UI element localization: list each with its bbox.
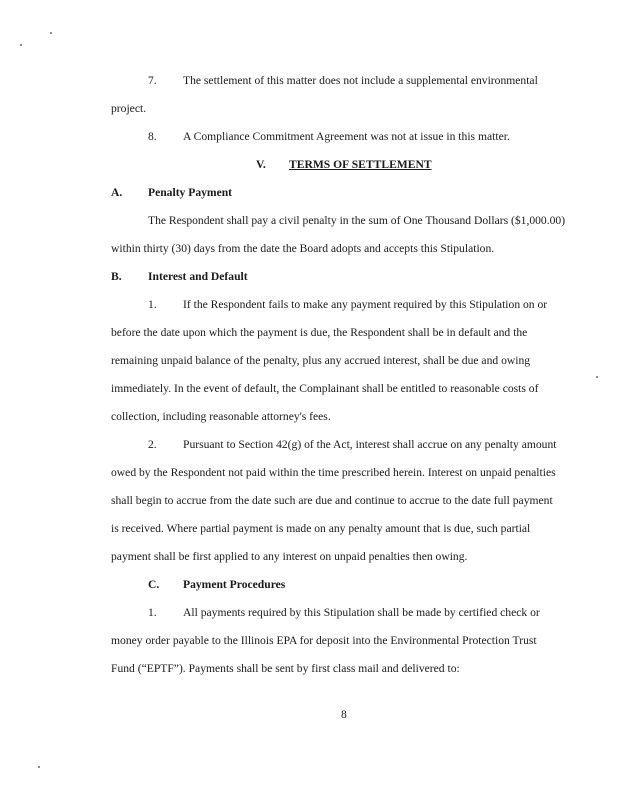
section-a-line1: The Respondent shall pay a civil penalty in the sum of One Thousand Dollars ($1,000.00) <box>148 214 566 227</box>
section-b-p2-line: Pursuant to Section 42(g) of the Act, interest shall accrue on any penalty amount <box>183 438 557 451</box>
section-v-title: TERMS OF SETTLEMENT <box>289 158 432 171</box>
section-a-letter: A. <box>111 186 123 199</box>
section-c-p1-line: Fund (“EPTF”). Payments shall be sent by first class mail and delivered to: <box>111 662 460 675</box>
section-b-p2-line: is received. Where partial payment is made on any penalty amount that is due, such partial <box>111 522 531 535</box>
para8-text: A Compliance Commitment Agreement was not at issue in this matter. <box>183 130 510 143</box>
section-a-title: Penalty Payment <box>148 186 233 199</box>
section-b-p2-line: owed by the Respondent not paid within the time prescribed herein. Interest on unpaid penalties <box>111 466 556 479</box>
page-number: 8 <box>341 708 347 721</box>
section-b-p1-number: 1. <box>148 298 157 311</box>
section-b-p2-line: shall begin to accrue from the date such are due and continue to accrue to the date full payment <box>111 494 553 507</box>
section-a-line2: within thirty (30) days from the date the Board adopts and accepts this Stipulation. <box>111 242 495 255</box>
section-c-letter: C. <box>148 578 160 591</box>
section-v-number: V. <box>256 158 266 171</box>
section-b-p1-line: collection, including reasonable attorney's fees. <box>111 410 331 423</box>
scan-speck <box>20 44 22 46</box>
para7-line2: project. <box>111 102 147 115</box>
para7-number: 7. <box>148 74 157 87</box>
section-c-p1-line: money order payable to the Illinois EPA for deposit into the Environmental Protection Trust <box>111 634 537 647</box>
section-b-p2-line: payment shall be first applied to any interest on unpaid penalties then owing. <box>111 550 468 563</box>
section-c-p1-line: All payments required by this Stipulation shall be made by certified check or <box>183 606 540 619</box>
scan-speck <box>596 376 598 378</box>
section-c-title: Payment Procedures <box>183 578 286 591</box>
section-b-p1-line: before the date upon which the payment is due, the Respondent shall be in default and the <box>111 326 528 339</box>
section-b-p1-line: If the Respondent fails to make any payment required by this Stipulation on or <box>183 298 548 311</box>
para8-number: 8. <box>148 130 157 143</box>
scan-speck <box>38 766 40 768</box>
section-b-p1-line: remaining unpaid balance of the penalty, plus any accrued interest, shall be due and owing <box>111 354 531 367</box>
scan-speck <box>50 32 52 34</box>
section-b-letter: B. <box>111 270 122 283</box>
para7-line1: The settlement of this matter does not include a supplemental environmental <box>183 74 538 87</box>
section-b-title: Interest and Default <box>148 270 248 283</box>
section-b-p2-number: 2. <box>148 438 157 451</box>
section-b-p1-line: immediately. In the event of default, the Complainant shall be entitled to reasonable costs of <box>111 382 539 395</box>
section-c-p1-number: 1. <box>148 606 157 619</box>
